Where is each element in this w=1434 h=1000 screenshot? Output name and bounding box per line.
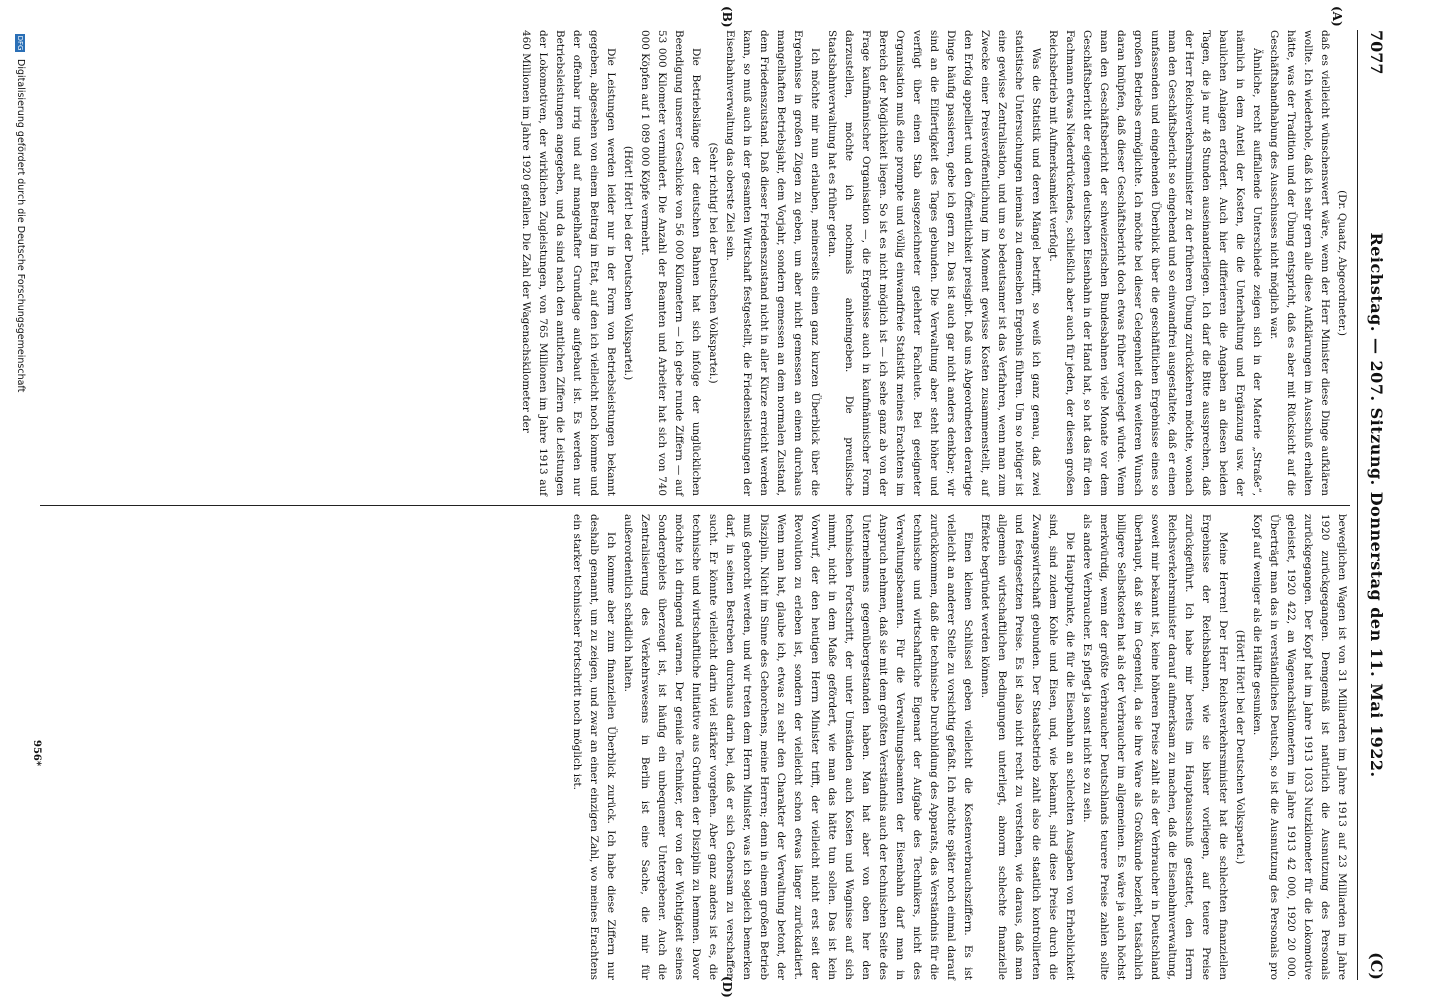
digitization-credit xyxy=(15,34,26,974)
page-header xyxy=(1360,30,1388,980)
dfg-logo-icon: DFG xyxy=(16,35,25,51)
paragraph: Ich möchte mir nun erlauben, meinerseits einen ganz kurzen Überblick über die Ergebnisse in großen Zügen zu geben, um aber nicht gemessen an einem durchaus mangelhaften Betriebsjahr, dem Vorjahr, sondern gemessen an dem normalen Zustand, dem Friedenszustand. Daß dieser Friedenszustand nicht in aller Kürze erreicht werden kann, so muß auch in der gesamten Wirtschaft festgestellt, die Friedensleistungen der Eisenbahnverwaltung das oberste Ziel sein. xyxy=(724,30,821,496)
header-rule xyxy=(1357,30,1358,980)
paragraph: Meine Herren! Der Herr Reichsverkehrsminister hat die schlechten finanziellen Ergebnisse der Reichsbahnen, wie sie bisher vorliegen, auf teuere Preise zurückgeführt. Ich habe mir bereits im Hauptausschuß gestattet, den Herrn Reichsverkehrsminister darauf aufmerksam zu machen, daß die Eisenbahnverwaltung, soweit mir bekannt ist, keine höheren Preise zahlt als der Verbraucher in Deutschland überhaupt, daß sie im Gegenteil, da sie ihre Ware als Großkunde bezieht, tatsächlich billigere Selbstkosten hat als der Verbraucher im allgemeinen. Es wäre ja auch höchst merkwürdig, wenn der größte Verbraucher Deutschlands teurere Preise zahlen sollte als andere Verbraucher. Es pflegt ja sonst nicht so zu sein. xyxy=(1081,514,1229,980)
paragraph: Was die Statistik und deren Mängel betrifft, so weiß ich ganz genau, daß zwei statistische Untersuchungen niemals zu demselben Ergebnis führen. Um so nötiger ist eine gewisse Zentralisation, und um so bedeutsamer ist das Verfahren, wenn man zum Zwecke einer Preisveröffentlichung im Moment gewisse Kosten zusammenstellt, auf den Erfolg appelliert und den Öffentlichkeit preisgibt. Daß uns Abgeordneten derartige Dinge häufig passieren, gebe ich gern zu. Das ist auch gar nicht anders denkbar; wir sind an die Eilfertigkeit des Tages gebunden. Die Verwaltung aber steht höher und verfügt über einen Stab ausgezeichneter gelehrter Fachleute. Bei geeigneter Organisation muß eine prompte und völlig einwandfreie Statistik meines Erachtens im Bereich der Möglichkeit liegen. So ist es nicht möglich ist — ich sehe ganz ab von der Frage kaufmännischer Organisation —, die Ergebnisse auch in kaufmännischer Form darzustellen, möchte ich nochmals anheimgeben. Die preußische Staatsbahnverwaltung hat es früher getan. xyxy=(826,30,1042,496)
paragraph: daß es vielleicht wünschenswert wäre, wenn der Herr Minister diese Dinge aufklären wollte. Ich wiederhole, daß ich sehr gern alle diese Aufklärungen im Ausschuß erhalten hätte, was der Tradition und der Übung entspricht, daß es aber mit Rücksicht auf die Geschäftshandhabung des Ausschusses nicht möglich war. xyxy=(1268,30,1331,496)
paragraph: Die Leistungen werden leider nur in der Form von Betriebsleistungen bekannt gegeben, abgesehen von einem Beitrag im Etat, auf den ich vielleicht noch komme und der offenbar irrig und auf mangelhafter Grundlage aufgebaut ist. Es werden nur Betriebsleistungen angegeben, und da sind nach den amtlichen Ziffern die Leistungen der Lokomotiven, der wirklichen Zugleistungen, von 765 Millionen im Jahre 1913 auf 460 Millionen im Jahre 1920 gefallen. Die Zahl der Wagenachskilometer der xyxy=(520,30,617,496)
text-column-right xyxy=(568,514,1350,980)
session-title: Reichstag. — 207. Sitzung. Donnerstag den 11. Mai 1922. xyxy=(1367,232,1386,778)
marker-d: (D) xyxy=(720,976,734,998)
text-column-left xyxy=(517,30,1350,496)
paragraph: Die Betriebslänge der deutschen Bahnen hat sich infolge der unglücklichen Beendigung unserer Geschicke von 56 000 Kilometern — ich gebe runde Ziffern — auf 53 000 Kilometer vermindert. Die Anzahl der Beamten und Arbeiter hat sich von 740 000 Köpfen auf 1 089 000 Köpfe vermehrt. xyxy=(639,30,702,496)
page-number-bottom: 956* xyxy=(31,740,42,767)
interjection: (Hört! Hört! bei der Deutschen Volkspartei.) xyxy=(622,145,634,381)
marker-b: (B) xyxy=(720,6,734,28)
page-number-left: 7077 xyxy=(1367,30,1386,75)
paragraph: beweglichen Wagen ist von 31 Milliarden im Jahre 1913 auf 23 Milliarden im Jahre 1920 zurückgegangen. Demgemäß ist natürlich die Ausnutzung des Personals zurückgegangen. Der Kopf hat im Jahre 1913 1033 Nutzkilometer für die Lokomotive geleistet, 1920 422, an Wagenachskilometern im Jahre 1913 42 000, 1920 20 000. Überträgt man das in verständliches Deutsch, so ist die Ausnutzung des Personals pro Kopf auf weniger als die Hälfte gesunken. xyxy=(1251,514,1348,980)
interjection: (Hört! Hört! bei der Deutschen Volkspartei.) xyxy=(1234,629,1246,865)
column-divider xyxy=(40,505,1350,506)
paragraph: Ähnliche, recht auffallende Unterschiede zeigen sich in der Materie „Straße“, nämlich in dem Anteil der Kosten, die die Unterhaltung und Ergänzung usw. der baulichen Anlagen erfordert. Auch hier differieren die Angaben an diesen beiden Tagen, die ja nur 48 Stunden auseinanderliegen. Ich darf die Bitte aussprechen, daß der Herr Reichsverkehrsminister zu der früheren Übung zurückkehren möchte, wonach man den Geschäftsbericht so eingehend und so einwandfrei ausgestaltete, daß er einen umfassenden und eingehenden Überblick über die geschäftlichen Ergebnisse eines so großen Betriebs ermöglichte. Ich möchte bei dieser Gelegenheit den weiteren Wunsch daran knüpfen, daß dieser Geschäftsbericht doch etwas früher vorgelegt würde. Wenn man den Geschäftsbericht der schweizerischen Bundesbahnen viele Monate vor dem Geschäftsbericht der eigenen deutschen Eisenbahn in der Hand hat, so hat das für den Fachmann etwas Niederdrückendes, schließlich aber auch für jeden, der diesen großen Reichsbetrieb mit Aufmerksamkeit verfolgt. xyxy=(1047,30,1263,496)
speaker-line: (Dr. Quaatz, Abgeordneter.) xyxy=(1336,190,1348,336)
credit-text: Digitalisierung gefördert durch die Deutsche Forschungsgemeinschaft xyxy=(15,59,26,393)
marker-a: (A) xyxy=(1330,6,1344,27)
paragraph: Ich komme aber zum finanziellen Überblick zurück. Ich habe diese Ziffern nur deshalb genannt, um zu zeigen, und zwar an einer einzigen Zahl, wo meines Erachtens ein starker technischer Fortschritt noch möglich ist. xyxy=(571,514,617,980)
paragraph: Einen kleinen Schlüssel geben vielleicht die Kostenverbrauchsziffern. Es ist vielleicht an anderer Stelle zu vorsichtig gefaßt. Ich möchte später noch einmal darauf zurückkommen, daß die technische Durchbildung des Apparats, das Verständnis für die technische und wirtschaftliche Eigenart der Aufgabe des Technikers, nicht des Verwaltungsbeamten. Für die Verwaltungsbeamten der Eisenbahn darf man in Anspruch nehmen, daß sie mit dem größten Verständnis auch der technischen Seite des Unternehmens gegenübergestanden haben. Man hat aber von oben her den technischen Fortschritt, der unter Umständen auch Kosten und Wagnisse auf sich nimmt, nicht in dem Maße gefördert, wie man das hätte tun sollen. Das ist kein Vorwurf, der den heutigen Herrn Minister trifft, der vielleicht nicht erst seit der Revolution zu erleben ist, sondern der vielleicht schon etwas länger zurückdatiert. Wenn man hat, glaube ich, etwas zu sehr den Charakter der Verwaltung betont, der Disziplin. Nicht im Sinne des Gehorchens, meine Herren; denn in einem großen Betrieb muß gehorcht werden, und wir treten dem Herrn Minister, was ich sogleich bemerken darf, in seinen Bestreben durchaus darin bei, daß er sich Gehorsam zu verschaffen sucht. Er könnte vielleicht darin viel stärker vorgehen. Aber ganz anders ist es, die technische und wirtschaftliche Initiative aus Gründen der Disziplin zu hemmen. Davor möchte ich dringend warnen. Der geniale Techniker, der von der Wichtigkeit seines Sondergebiets überzeugt ist, ist häufig ein unbequemer Untergebener. Auch die Zentralisierung des Verkehrswesens in Berlin ist eine Sache, die mir für außerordentlich schädlich halten. xyxy=(622,514,974,980)
marker-c-header: (C) xyxy=(1367,952,1386,980)
paragraph: Die Hauptpunkte, die für die Eisenbahn an schlechten Ausgaben von Erheblichkeit sind, sind zudem Kohle und Eisen, und, wie bekannt, sind diese Preise durch die Zwangswirtschaft gebunden. Der Staatsbetrieb zahlt also die staatlich kontrollierten und festgesetzten Preise. Es ist also nicht recht zu verstehen, wie daraus, daß man allgemein wirtschaftlichen Bedingungen unterliegt, abnorm schlechte finanzielle Effekte begründet werden können. xyxy=(979,514,1076,980)
interjection: (Sehr richtig! bei der Deutschen Volkspartei.) xyxy=(707,142,719,384)
